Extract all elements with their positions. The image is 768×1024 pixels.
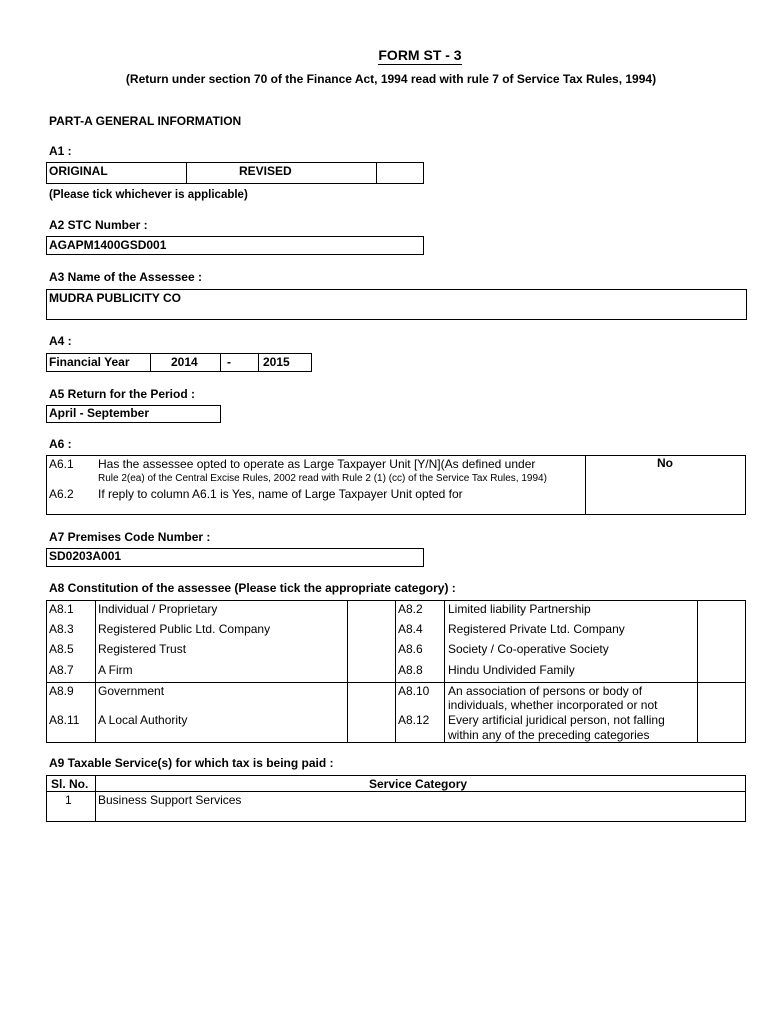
a8-right-tick-cells[interactable] — [698, 601, 746, 682]
a6-1-value[interactable]: No — [657, 456, 673, 470]
a6-table — [46, 455, 746, 515]
col-service-category: Service Category — [369, 777, 468, 791]
assessee-name-field[interactable] — [46, 289, 747, 320]
a4-label: A4 : — [49, 334, 72, 348]
premises-code-field[interactable] — [46, 548, 424, 567]
part-a-heading: PART-A GENERAL INFORMATION — [49, 114, 242, 128]
a6-label: A6 : — [49, 437, 72, 451]
a8-left-tick-cells-lower[interactable] — [348, 683, 395, 743]
a8-10-code: A8.10 — [398, 684, 430, 698]
a1-tick-cell[interactable] — [377, 163, 423, 183]
a8-8-text: Hindu Undivided Family — [448, 663, 575, 677]
a1-label: A1 : — [49, 144, 72, 158]
a8-12-code: A8.12 — [398, 713, 430, 727]
a1-original-cell[interactable]: ORIGINAL — [47, 163, 187, 183]
a5-label: A5 Return for the Period : — [49, 387, 196, 401]
a8-right-tick-cells-lower[interactable] — [698, 683, 746, 743]
a2-label: A2 STC Number : — [49, 218, 148, 232]
premises-code-value: SD0203A001 — [49, 549, 122, 563]
return-period-field[interactable] — [46, 405, 221, 423]
financial-year-table — [46, 353, 312, 372]
service-row-sl: 1 — [65, 793, 72, 807]
a9-label: A9 Taxable Service(s) for which tax is being paid : — [49, 756, 334, 770]
a8-12-text1: Every artificial juridical person, not falling — [448, 713, 665, 727]
a8-2-text: Limited liability Partnership — [448, 602, 591, 616]
taxable-services-table — [46, 775, 746, 822]
a6-1-subtext: Rule 2(ea) of the Central Excise Rules, 2002 read with Rule 2 (1) (cc) of the Service Tax Rules, 1994) — [98, 473, 547, 484]
a8-7-code: A8.7 — [49, 663, 74, 677]
a3-label: A3 Name of the Assessee : — [49, 270, 202, 284]
service-row-category: Business Support Services — [98, 793, 242, 807]
fy-label-cell: Financial Year — [47, 354, 151, 371]
a8-1-code: A8.1 — [49, 602, 74, 616]
a8-5-text: Registered Trust — [98, 642, 187, 656]
a6-2-code: A6.2 — [49, 487, 74, 501]
a6-2-text: If reply to column A6.1 is Yes, name of Large Taxpayer Unit opted for — [98, 487, 463, 501]
a8-4-text: Registered Private Ltd. Company — [448, 622, 625, 636]
a8-12-text2: within any of the preceding categories — [448, 728, 650, 742]
fy-dash-cell: - — [221, 354, 259, 371]
a8-6-code: A8.6 — [398, 642, 423, 656]
a1-table — [46, 162, 424, 184]
a8-11-text: A Local Authority — [98, 713, 188, 727]
stc-number-value: AGAPM1400GSD001 — [49, 238, 167, 252]
a8-11-code: A8.11 — [49, 713, 80, 727]
a8-7-text: A Firm — [98, 663, 133, 677]
assessee-name-value: MUDRA PUBLICITY CO — [49, 291, 181, 305]
a8-5-code: A8.5 — [49, 642, 74, 656]
a8-9-code: A8.9 — [49, 684, 74, 698]
fy-from-cell[interactable]: 2014 — [151, 354, 221, 371]
a7-label: A7 Premises Code Number : — [49, 530, 211, 544]
a8-10-text1: An association of persons or body of — [448, 684, 643, 698]
a8-label: A8 Constitution of the assessee (Please tick the appropriate category) : — [49, 581, 456, 595]
a8-4-code: A8.4 — [398, 622, 423, 636]
a8-9-text: Government — [98, 684, 165, 698]
a6-1-text: Has the assessee opted to operate as Large Taxpayer Unit [Y/N](As defined under — [98, 457, 536, 471]
a8-3-code: A8.3 — [49, 622, 74, 636]
fy-to-cell[interactable]: 2015 — [263, 355, 290, 369]
form-subtitle: (Return under section 70 of the Finance Act, 1994 read with rule 7 of Service Tax Rules, 1994) — [125, 72, 657, 86]
col-sl-no: Sl. No. — [51, 777, 89, 791]
a8-6-text: Society / Co-operative Society — [448, 642, 609, 656]
stc-number-field[interactable] — [46, 236, 424, 255]
constitution-table — [46, 600, 746, 743]
a1-note: (Please tick whichever is applicable) — [49, 189, 248, 201]
a1-revised-cell[interactable]: REVISED — [187, 163, 377, 183]
a8-left-tick-cells[interactable] — [348, 601, 395, 682]
a8-3-text: Registered Public Ltd. Company — [98, 622, 271, 636]
form-title: FORM ST - 3 — [378, 47, 462, 63]
a8-10-text2: individuals, whether incorporated or not — [448, 698, 658, 712]
a8-2-code: A8.2 — [398, 602, 423, 616]
return-period-value: April - September — [49, 406, 150, 420]
a6-1-code: A6.1 — [49, 457, 74, 471]
a8-1-text: Individual / Proprietary — [98, 602, 218, 616]
a8-8-code: A8.8 — [398, 663, 423, 677]
